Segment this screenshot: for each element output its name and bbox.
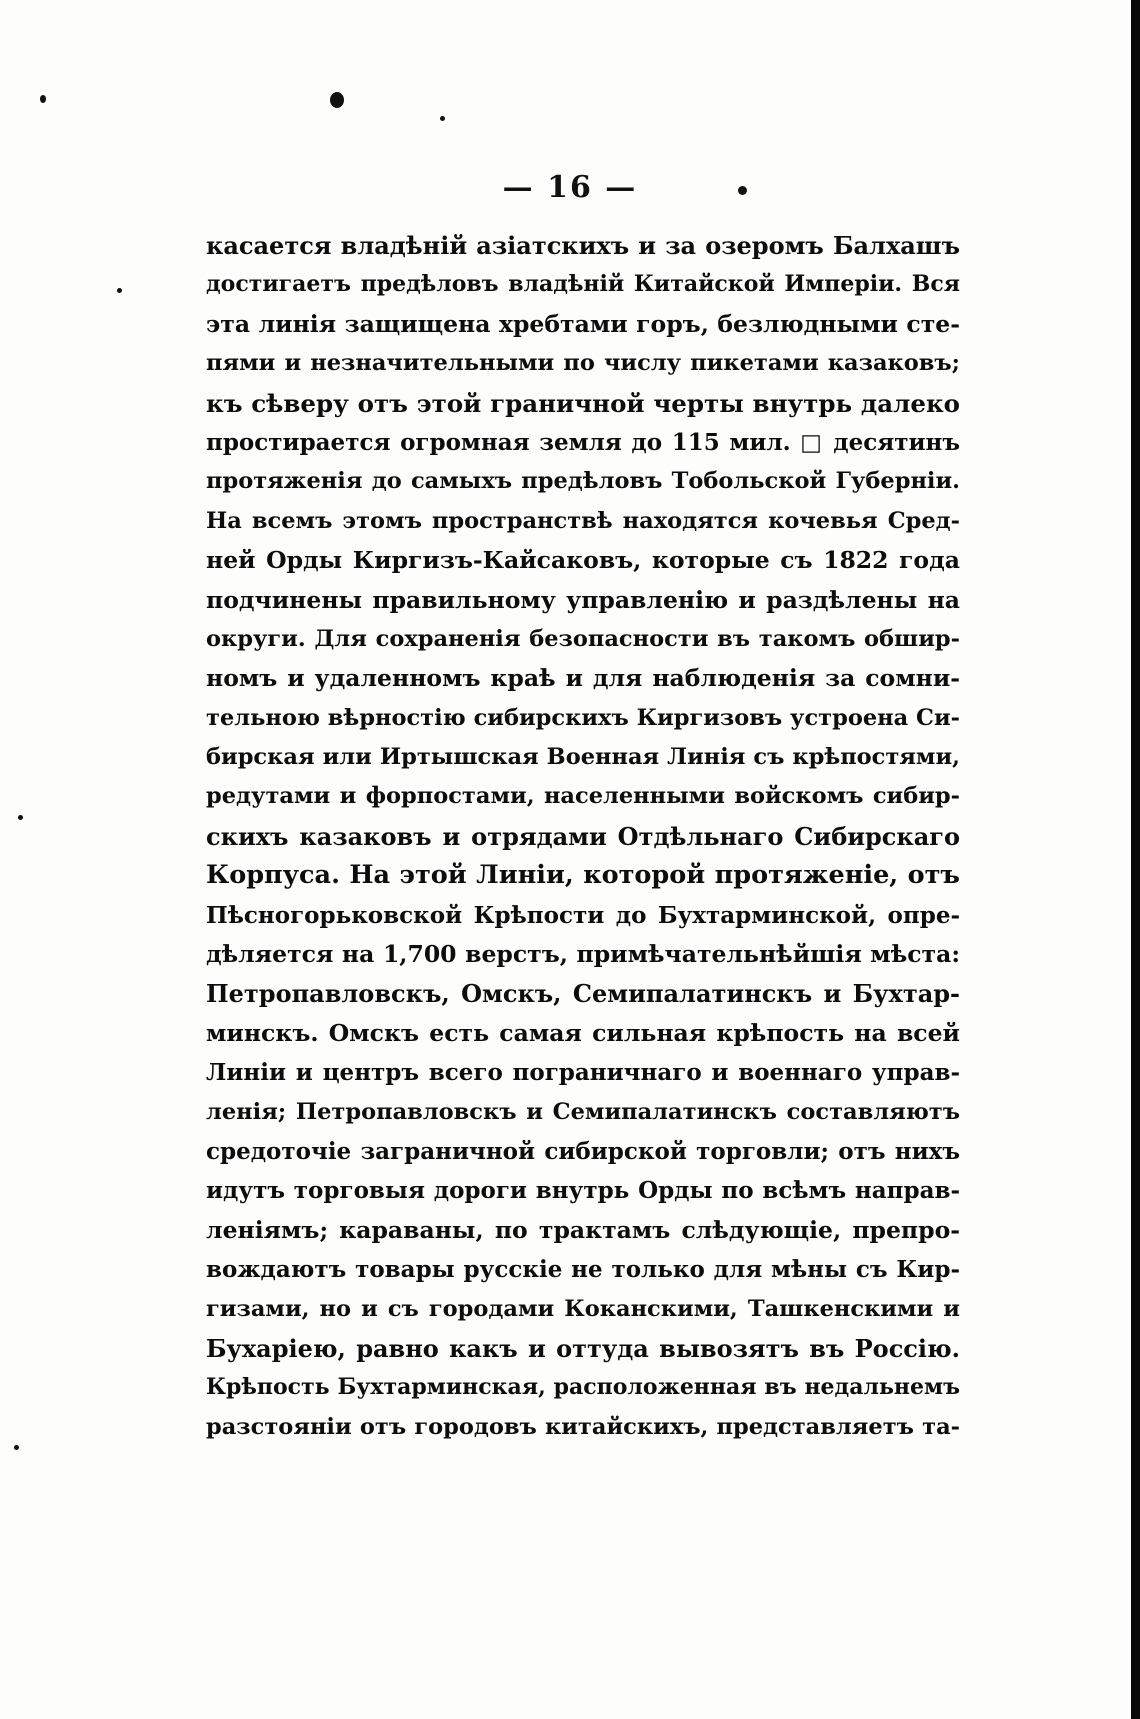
text-line: достигаетъ предѣловъ владѣній Китайской Имперіи. Вся bbox=[206, 271, 960, 298]
body-text bbox=[206, 226, 960, 1447]
text-line: дѣляется на 1,700 верстъ, примѣчательнѣйшія мѣста: bbox=[206, 940, 960, 969]
ink-speck bbox=[440, 116, 445, 121]
text-line: Линіи и центръ всего пограничнаго и военнаго управ- bbox=[206, 1059, 960, 1087]
text-line: номъ и удаленномъ краѣ и для наблюденія за сомни- bbox=[206, 664, 960, 693]
text-line: разстояніи отъ городовъ китайскихъ, представляетъ та- bbox=[206, 1413, 960, 1440]
text-line: скихъ казаковъ и отрядами Отдѣльнаго Сибирскаго bbox=[206, 821, 960, 851]
text-line: тельною вѣрностію сибирскихъ Киргизовъ устроена Си- bbox=[206, 704, 960, 731]
text-line: Корпуса. На этой Линіи, которой протяженіе, отъ bbox=[206, 860, 960, 891]
text-line: редутами и форпостами, населенными войскомъ сибир- bbox=[206, 783, 960, 810]
ink-speck bbox=[117, 288, 122, 293]
text-line: средоточіе заграничной сибирской торговли; отъ нихъ bbox=[206, 1137, 960, 1165]
text-line: минскъ. Омскъ есть самая сильная крѣпость на всей bbox=[206, 1018, 960, 1047]
text-line: пями и незначительными по числу пикетами казаковъ; bbox=[206, 350, 960, 377]
text-line: округи. Для сохраненія безопасности въ такомъ обшир- bbox=[206, 625, 960, 652]
text-line: идутъ торговыя дороги внутрь Орды по всѣмъ направ- bbox=[206, 1177, 960, 1205]
ink-speck bbox=[40, 95, 46, 103]
text-line: гизами, но и съ городами Коканскими, Ташкенскими и bbox=[206, 1295, 960, 1322]
ink-speck bbox=[18, 815, 23, 820]
text-line: подчинены правильному управленію и раздѣлены на bbox=[206, 585, 960, 614]
text-line: Петропавловскъ, Омскъ, Семипалатинскъ и Бухтар- bbox=[206, 979, 960, 1009]
page-edge-shadow bbox=[1131, 0, 1140, 1719]
text-line: Бухаріею, равно какъ и оттуда вывозятъ въ Россію. bbox=[206, 1333, 960, 1363]
text-line: ленія; Петропавловскъ и Семипалатинскъ составляютъ bbox=[206, 1098, 960, 1125]
text-line: простирается огромная земля до 115 мил. □ десятинъ bbox=[206, 428, 960, 456]
text-line: эта линія защищена хребтами горъ, безлюдными сте- bbox=[206, 309, 960, 338]
ink-speck bbox=[14, 1445, 19, 1450]
text-line: бирская или Иртышская Военная Линія съ крѣпостями, bbox=[206, 744, 960, 771]
text-line: Крѣпость Бухтарминская, расположенная въ недальнемъ bbox=[206, 1374, 960, 1401]
text-line: вождаютъ товары русскіе не только для мѣны съ Кир- bbox=[206, 1256, 960, 1284]
text-line: касается владѣній азіатскихъ и за озеромъ Балхашъ bbox=[206, 231, 960, 260]
text-line: леніямъ; караваны, по трактамъ слѣдующіе, препро- bbox=[206, 1215, 960, 1244]
ink-speck bbox=[330, 92, 344, 108]
text-line: Пѣсногорьковской Крѣпости до Бухтарминской, опре- bbox=[206, 901, 960, 929]
page-number: — 16 — bbox=[502, 170, 638, 205]
text-line: На всемъ этомъ пространствѣ находятся кочевья Сред- bbox=[206, 507, 960, 534]
text-line: ней Орды Киргизъ-Кайсаковъ, которые съ 1822 года bbox=[206, 546, 960, 575]
text-line: протяженія до самыхъ предѣловъ Тобольской Губерніи. bbox=[206, 468, 960, 495]
text-line: къ сѣверу отъ этой граничной черты внутрь далеко bbox=[206, 388, 960, 418]
